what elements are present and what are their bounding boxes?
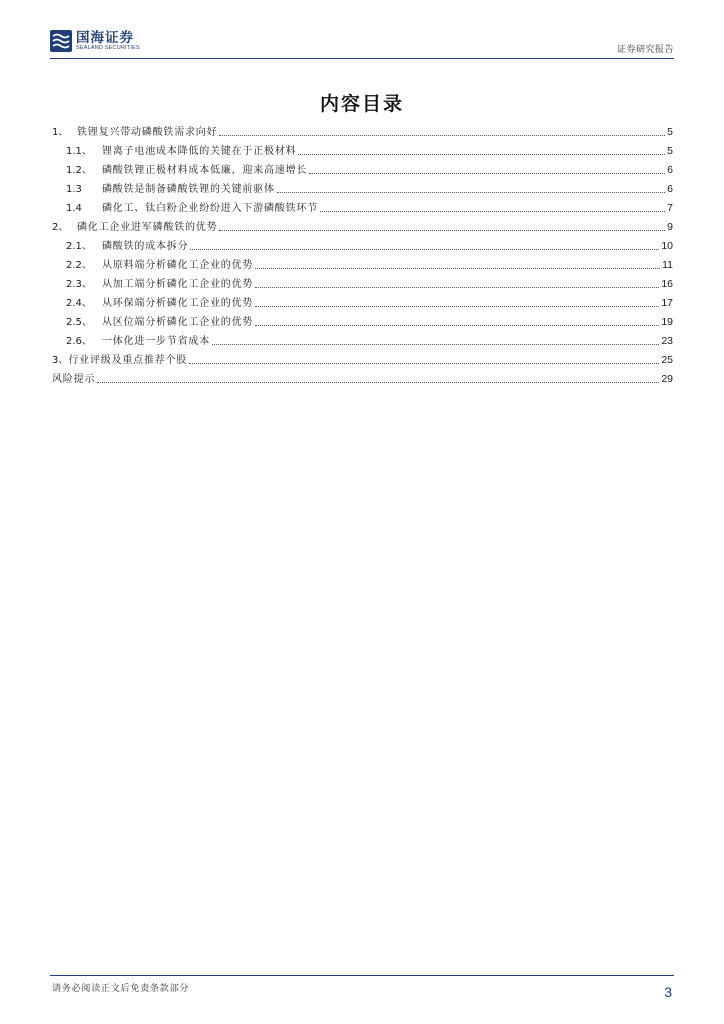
toc-entry-page: 23 [661, 335, 673, 347]
toc-entry[interactable] [52, 329, 673, 348]
toc-entry[interactable] [52, 196, 673, 215]
toc-dot-leader [255, 325, 659, 326]
toc-entry[interactable] [52, 139, 673, 158]
report-type: 证券研究报告 [616, 45, 674, 55]
toc-entry-page: 10 [661, 240, 673, 252]
toc-entry-page: 25 [661, 354, 673, 366]
toc-entry-page: 6 [667, 164, 673, 176]
toc-entry-number: 2.5、 [66, 317, 92, 328]
page-header [50, 28, 674, 59]
toc-entry-label: 从加工端分析磷化工企业的优势 [102, 279, 254, 290]
toc-entry-number: 2.3、 [66, 279, 92, 290]
toc-dot-leader [309, 173, 665, 174]
toc-entry-page: 16 [661, 278, 673, 290]
toc-entry-page: 19 [661, 316, 673, 328]
toc-dot-leader [212, 344, 659, 345]
toc-entry-label: 风险提示 [52, 374, 96, 385]
logo-chinese-name: 国海证券 [76, 29, 134, 46]
toc-entry[interactable] [52, 348, 673, 367]
toc-entry-label: 磷酸铁的成本拆分 [102, 241, 189, 252]
toc-dot-leader [189, 363, 659, 364]
logo-english-name: SEALAND SECURITIES [76, 44, 140, 51]
toc-entry[interactable] [52, 120, 673, 139]
toc-entry-number: 1.1、 [66, 146, 92, 157]
page-number: 3 [664, 984, 672, 1000]
toc-entry[interactable] [52, 367, 673, 386]
toc-entry[interactable] [52, 177, 673, 196]
toc-entry[interactable] [52, 310, 673, 329]
disclaimer-note: 请务必阅读正文后免责条款部分 [52, 984, 190, 994]
toc-entry[interactable] [52, 272, 673, 291]
company-logo [50, 30, 140, 52]
toc-dot-leader [255, 268, 660, 269]
toc-entry-label: 磷酸铁锂正极材料成本低廉，迎来高速增长 [102, 165, 308, 176]
toc-entry-number: 3、 [52, 355, 69, 366]
toc-dot-leader [97, 382, 659, 383]
toc-entry-page: 5 [667, 126, 673, 138]
sealand-logo-icon [50, 30, 72, 52]
toc-dot-leader [219, 135, 665, 136]
toc-entry[interactable] [52, 234, 673, 253]
toc-entry[interactable] [52, 215, 673, 234]
table-of-contents [52, 120, 673, 386]
toc-entry-number: 1.2、 [66, 165, 92, 176]
toc-entry-label: 磷化工企业进军磷酸铁的优势 [77, 222, 218, 233]
toc-entry-number: 2.6、 [66, 336, 92, 347]
toc-dot-leader [219, 230, 665, 231]
toc-entry-number: 2.1、 [66, 241, 92, 252]
toc-entry-label: 行业评级及重点推荐个股 [68, 355, 188, 366]
toc-entry-page: 17 [661, 297, 673, 309]
toc-entry-number: 2.2、 [66, 260, 92, 271]
toc-entry-label: 铁锂复兴带动磷酸铁需求向好 [77, 127, 218, 138]
toc-entry-label: 从原料端分析磷化工企业的优势 [102, 260, 254, 271]
toc-entry-number: 1.4 [66, 203, 82, 214]
toc-entry-number: 2.4、 [66, 298, 92, 309]
toc-entry-page: 29 [661, 373, 673, 385]
toc-entry[interactable] [52, 253, 673, 272]
toc-dot-leader [320, 211, 665, 212]
toc-dot-leader [298, 154, 665, 155]
toc-entry-label: 磷酸铁是制备磷酸铁锂的关键前驱体 [102, 184, 275, 195]
toc-dot-leader [190, 249, 659, 250]
toc-entry-label: 从区位端分析磷化工企业的优势 [102, 317, 254, 328]
toc-entry-label: 从环保端分析磷化工企业的优势 [102, 298, 254, 309]
toc-dot-leader [277, 192, 665, 193]
toc-entry-page: 9 [667, 221, 673, 233]
toc-entry-label: 磷化工、钛白粉企业纷纷进入下游磷酸铁环节 [102, 203, 318, 214]
page-title: 内容目录 [319, 93, 404, 115]
toc-entry-label: 一体化进一步节省成本 [102, 336, 210, 347]
toc-entry[interactable] [52, 158, 673, 177]
toc-entry-page: 6 [667, 183, 673, 195]
toc-dot-leader [255, 306, 659, 307]
toc-entry-number: 1、 [52, 127, 69, 138]
toc-entry-page: 7 [667, 202, 673, 214]
toc-entry-label: 锂离子电池成本降低的关键在于正极材料 [102, 146, 297, 157]
toc-entry-number: 2、 [52, 222, 69, 233]
toc-entry[interactable] [52, 291, 673, 310]
toc-entry-page: 11 [662, 259, 673, 271]
page-footer [50, 975, 674, 1000]
toc-entry-number: 1.3 [66, 184, 82, 195]
toc-entry-page: 5 [667, 145, 673, 157]
toc-dot-leader [255, 287, 659, 288]
